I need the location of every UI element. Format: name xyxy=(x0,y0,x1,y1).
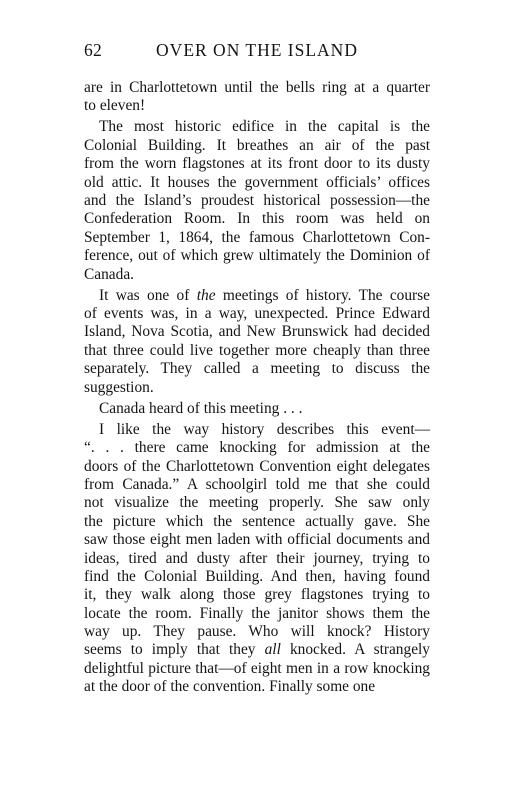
text-line: saw those eight men laden with official documents and xyxy=(84,531,430,549)
text-line: that three could live together more cheaply than three xyxy=(84,341,430,359)
body-text xyxy=(84,79,430,697)
text-line: are in Charlottetown until the bells ring at a quarter xyxy=(84,79,430,96)
text-line: doors of the Charlottetown Convention eight delegates xyxy=(84,457,430,475)
text-line: September 1, 1864, the famous Charlottetown Con- xyxy=(84,228,430,246)
text-line: Confederation Room. In this room was held on xyxy=(84,210,430,228)
text-line: locate the room. Finally the janitor shows them the xyxy=(84,604,430,622)
text-line: It was one of the meetings of history. The course xyxy=(99,286,430,304)
text-line: from Canada.” A schoolgirl told me that she could xyxy=(84,475,430,493)
paragraph xyxy=(84,287,430,397)
page-header xyxy=(84,40,430,64)
text-line: ideas, tired and dusty after their journey, trying to xyxy=(84,549,430,567)
text-line: Canada. xyxy=(84,265,134,283)
paragraph xyxy=(84,421,430,697)
text-line: separately. They called a meeting to discuss the xyxy=(84,360,430,378)
text-line: and the Island’s proudest historical possession—the xyxy=(84,192,430,210)
page-number: 62 xyxy=(84,40,103,60)
text-line: I like the way history describes this event— xyxy=(99,420,430,438)
text-line: delightful picture that—of eight men in a row knocking xyxy=(84,659,430,677)
text-line: Island, Nova Scotia, and New Brunswick had decided xyxy=(84,323,430,341)
text-line: Canada heard of this meeting . . . xyxy=(99,399,303,417)
text-line: “. . . there came knocking for admission at the xyxy=(84,439,430,457)
text-line: at the door of the convention. Finally some one xyxy=(84,678,376,696)
emphasis: all xyxy=(264,641,281,659)
emphasis: the xyxy=(196,286,216,304)
text-line: to eleven! xyxy=(84,97,146,115)
text-line: ference, out of which grew ultimately the Dominion of xyxy=(84,247,430,265)
text-line: of events was, in a way, unexpected. Prince Edward xyxy=(84,305,430,323)
text-line: from the worn flagstones at its front door to its dusty xyxy=(84,155,430,173)
text-line: find the Colonial Building. And then, having found xyxy=(84,567,430,585)
text-line: The most historic edifice in the capital is the xyxy=(99,118,430,136)
text-line: seems to imply that they all knocked. A strangely xyxy=(84,641,430,659)
paragraph xyxy=(84,118,430,284)
text-line: the picture which the sentence actually gave. She xyxy=(84,512,430,530)
paragraph xyxy=(84,79,430,116)
text-line: way up. They pause. Who will knock? History xyxy=(84,623,430,641)
text-line: it, they walk along those grey flagstones trying to xyxy=(84,586,430,604)
text-line: old attic. It houses the government officials’ offices xyxy=(84,173,430,191)
text-line: not visualize the meeting properly. She saw only xyxy=(84,494,430,512)
text-line: Colonial Building. It breathes an air of the past xyxy=(84,136,430,154)
paragraph xyxy=(84,400,430,418)
text-line: suggestion. xyxy=(84,378,154,396)
running-head: OVER ON THE ISLAND xyxy=(156,40,358,60)
